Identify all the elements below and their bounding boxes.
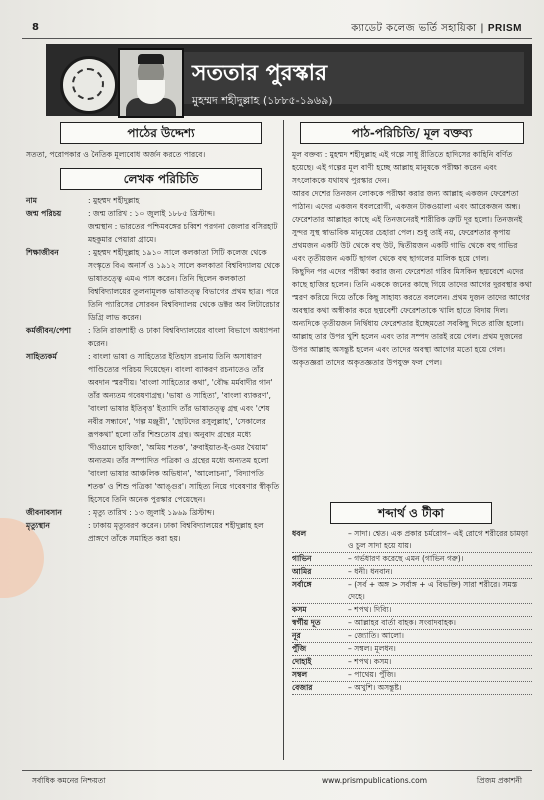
page-footer — [22, 770, 532, 789]
footer-slogan: সর্বাধিক কমনের নিশ্চয়তা — [32, 776, 106, 785]
bio-row — [26, 207, 280, 220]
glossary-row — [292, 617, 532, 630]
glossary-definition: – আল্লাহর বার্তা বাহক। সংবাদবাহক। — [348, 618, 457, 627]
glossary-term: বেজার — [292, 683, 313, 692]
summary-text — [292, 148, 532, 369]
bio-key — [26, 220, 88, 246]
page-header — [22, 18, 532, 39]
bio-key: সাহিত্যকর্ম — [26, 352, 57, 361]
glossary-row — [292, 656, 532, 669]
glossary-list — [292, 528, 532, 695]
bio-value: : মুহম্মদ শহীদুল্লাহ — [88, 196, 140, 205]
bio-key: নাম — [26, 196, 37, 205]
bio-key: মৃত্যুস্থান — [26, 521, 50, 530]
footer-publisher: প্রিজম প্রকাশনী — [476, 776, 522, 785]
glossary-definition: – পাথেয়। পুঁজি। — [348, 670, 396, 679]
author-heading: লেখক পরিচিতি — [60, 168, 262, 190]
glossary-row — [292, 669, 532, 682]
bio-row — [26, 519, 280, 545]
bio-value: : বাংলা ভাষা ও সাহিত্যের ইতিহাস রচনায় তিনি অসাধারণ পাণ্ডিত্যের পরিচয় দিয়েছেন। বাংলা ব্যাকরণ রচনাতেও তাঁর অবদান স্মরণীয়। 'বাংলা সাহিত্যের কথা', 'বৌদ্ধ মর্মবাদীর গান' তাঁর অন্যতম গবেষণাগ্রন্থ। 'ভাষা ও সাহিত্য', 'বাংলা ব্যাকরণ', 'বাংলা ভাষার ইতিবৃত্ত' ইত্যাদি তাঁর ভাষাতত্ত্ব গ্রন্থ এবং 'শেষ নবীর সন্ধানে', 'গল্প মঞ্জুরী', 'ছোটদের রসুলুল্লাহ', 'সেকালের রূপকথা' হলো তাঁর শিশুতোষ গ্রন্থ। অনুবাদ গ্রন্থের মধ্যে 'দীওয়ানে হাফিজ', 'অমিয় শতক', 'রুবাইয়াত-ই-ওমর খৈয়াম' অন্যতম। তাঁর সম্পাদিত পত্রিকা ও গ্রন্থের মধ্যে অন্যতম হলো 'বাংলা ভাষার আঞ্চলিক অভিধান', 'আলোচনা', 'বিদ্যাপতি শতক' ও শিশু পত্রিকা 'আঙ্গুর'। সাহিত্য নিয়ে গবেষণার স্বীকৃতি হিসেবে তিনি অনেক পুরস্কার পেয়েছেন। — [88, 352, 280, 504]
glossary-row — [292, 643, 532, 656]
bio-value: : মুহম্মদ শহীদুল্লাহ ১৯১০ সালে কলকাতা সিটি কলেজ থেকে সংস্কৃতে বিএ অনার্স ও ১৯১২ সালে কলকাতা বিশ্ববিদ্যালয় থেকে ভাষাতত্ত্বে এমএ পাস করেন। তিনি ছিলেন কলকাতা বিশ্ববিদ্যালয়ের তুলনামূলক ভাষাতত্ত্ব বিভাগের প্রথম ছাত্র। পরে তিনি প্যারিসের সোরবন বিশ্ববিদ্যালয় থেকে ডক্টর অব লিটারেচার ডিগ্রি লাভ করেন। — [88, 248, 280, 322]
bio-value: : তিনি রাজশাহী ও ঢাকা বিশ্ববিদ্যালয়ের বাংলা বিভাগে অধ্যাপনা করেন। — [88, 326, 280, 348]
glossary-term: ধবল — [292, 529, 307, 538]
bio-value: : জন্ম তারিখ : ১০ জুলাই ১৮৮৫ খ্রিস্টাব্দ। — [88, 209, 215, 218]
column-divider — [283, 120, 284, 760]
bio-key: জীবনাবসান — [26, 508, 62, 517]
bio-value: জন্মস্থান : ভারতের পশ্চিমবঙ্গের চব্বিশ পরগনা জেলার বসিরহাট মহকুমার পেয়ারা গ্রামে। — [88, 222, 278, 244]
glossary-term: কসম — [292, 605, 307, 614]
glossary-term: স্বর্গীয় দূত — [292, 618, 321, 627]
author-bio — [26, 194, 280, 545]
glossary-definition: – ধনী। ধনবান। — [348, 567, 393, 576]
bio-value: : মৃত্যু তারিখ : ১৩ জুলাই ১৯৬৯ খ্রিস্টাব্দ। — [88, 508, 215, 517]
summary-paragraph: ফেরেশতার আল্লাহর কাছে এই তিনজনেরই শারীরিক ত্রুটি দূর হলো। তিনজনই সুন্দর সুস্থ স্বাভাবিক মানুষের চেহারা পেল। শুধু তাই নয়, ফেরেশতার কৃপায় প্রথমজন একটি উট থেকে বহু উট, দ্বিতীয়জন একটি গাভি থেকে বহু গাভির এবং তৃতীয়জন একটি ছাগল থেকে বহু ছাগলের মালিক হয়ে গেল। — [292, 215, 523, 263]
glossary-definition: – সম্বল। মূলধন। — [348, 644, 396, 653]
glossary-row — [292, 566, 532, 579]
glossary-row — [292, 553, 532, 566]
story-title: সততার পুরস্কার — [192, 61, 328, 86]
glossary-row — [292, 682, 532, 695]
summary-paragraph: মূল বক্তব্য : মুহম্মদ শহীদুল্লাহ এই গল্পে সাধু রীতিতে হাদিসের কাহিনি বর্ণিত হয়েছে। এই গল্পের মূল বাণী হচ্ছে আল্লাহ মানুষকে পরীক্ষা করেন এবং সৎলোককে যথাযথ পুরস্কার দেন। — [292, 150, 513, 185]
glossary-definition: – সাদা। শ্বেত। এক প্রকার চর্মরোগ– এই রোগে শরীরের চামড়া ও চুল সাদা হয়ে যায়। — [348, 529, 529, 550]
glossary-heading: শব্দার্থ ও টীকা — [330, 502, 492, 524]
glossary-definition: – জ্যোতি। আলো। — [348, 631, 404, 640]
summary-paragraph: আরব দেশের তিনজন লোককে পরীক্ষা করার জন্য আল্লাহ একজন ফেরেশতা পাঠান। এদের একজন ধবলরোগী, একজন টাকওয়ালা এবং আরেকজন অন্ধ। — [292, 189, 521, 211]
glossary-term: গাভিন — [292, 554, 312, 563]
glossary-row — [292, 604, 532, 617]
summary-paragraph: কিছুদিন পর এদের পরীক্ষা করার জন্য ফেরেশতা গরিব মিসকিন ছদ্মবেশে এদের কাছে হাজির হলেন। তিনি এককে জনের কাছে গিয়ে তাদের আগের দুরবস্থার কথা স্মরণ করিয়ে দিয়ে তাঁকে কিছু সাহায্য করতে বললেন। প্রথম দুজন তাদের আগের অবস্থার কথা অস্বীকার করে ছদ্মবেশী ফেরেশতাকে খালি হাতে বিদায় দিল। অন্যদিকে তৃতীয়জন নির্দ্বিধায় ফেরেশতার ইচ্ছেমতো সবকিছু দিতে রাজি হলো। আল্লাহ তার উপর খুশি হলেন এবং তার সম্পদ তারই রয়ে গেল। প্রথম দুজনের উপর আল্লাহ অসন্তুষ্ট হলেন এবং তাদের অবস্থা আগের মতো হয়ে গেল। অকৃতজ্ঞরা তাদের অকৃতজ্ঞতার উপযুক্ত ফল পেল। — [292, 267, 532, 367]
intro-heading: পাঠ-পরিচিতি/ মূল বক্তব্য — [300, 122, 524, 144]
bio-key: কর্মজীবন/পেশা — [26, 326, 71, 335]
glossary-definition: – (সর্ব + অঙ্গ > সর্বাঙ্গ + এ বিভক্তি) সারা শরীরে। সমস্ত দেহে। — [348, 580, 518, 601]
bio-key: শিক্ষাজীবন — [26, 248, 59, 257]
glossary-term: আমির — [292, 567, 312, 576]
glossary-term: দোহাই — [292, 657, 312, 666]
glossary-row — [292, 579, 532, 604]
glossary-term: সম্বল — [292, 670, 308, 679]
glossary-definition: – অখুশি। অসন্তুষ্ট। — [348, 683, 402, 692]
glossary-definition: – গর্ভধারণ করেছে এমন (গাভিন গরু)। — [348, 554, 464, 563]
book-title: ক্যাডেট কলেজ ভর্তি সহায়িকা | PRISM — [351, 23, 522, 34]
bio-row — [26, 194, 280, 207]
glossary-term: সর্বাঙ্গে — [292, 580, 312, 589]
bio-value: : ঢাকায় মৃত্যুবরণ করেন। ঢাকা বিশ্ববিদ্যালয়ের শহীদুল্লাহ হল প্রাঙ্গণে তাঁকে সমাহিত করা হয়। — [88, 521, 264, 543]
glossary-row — [292, 528, 532, 553]
glossary-definition: – শপথ। কসম। — [348, 657, 392, 666]
story-author: মুহম্মদ শহীদুল্লাহ (১৮৮৫-১৯৬৯) — [192, 94, 333, 107]
brand-name: PRISM — [487, 23, 522, 34]
footer-website: www.prismpublications.com — [322, 776, 428, 785]
bio-row — [26, 506, 280, 519]
seal-icon — [60, 56, 118, 114]
glossary-term: পুঁজি — [292, 644, 307, 653]
glossary-definition: – শপথ। দিব্যি। — [348, 605, 392, 614]
objective-heading: পাঠের উদ্দেশ্য — [60, 122, 262, 144]
bio-key: জন্ম পরিচয় — [26, 209, 62, 218]
glossary-row — [292, 630, 532, 643]
bio-row — [26, 246, 280, 324]
bio-row — [26, 220, 280, 246]
objective-text: সততা, পরোপকার ও নৈতিক মূল্যবোধ অর্জন করতে পারবে। — [26, 150, 206, 159]
glossary-term: নূর — [292, 631, 301, 640]
bio-row — [26, 350, 280, 506]
page-number: 8 — [32, 22, 39, 33]
author-portrait — [118, 48, 184, 118]
bio-row — [26, 324, 280, 350]
